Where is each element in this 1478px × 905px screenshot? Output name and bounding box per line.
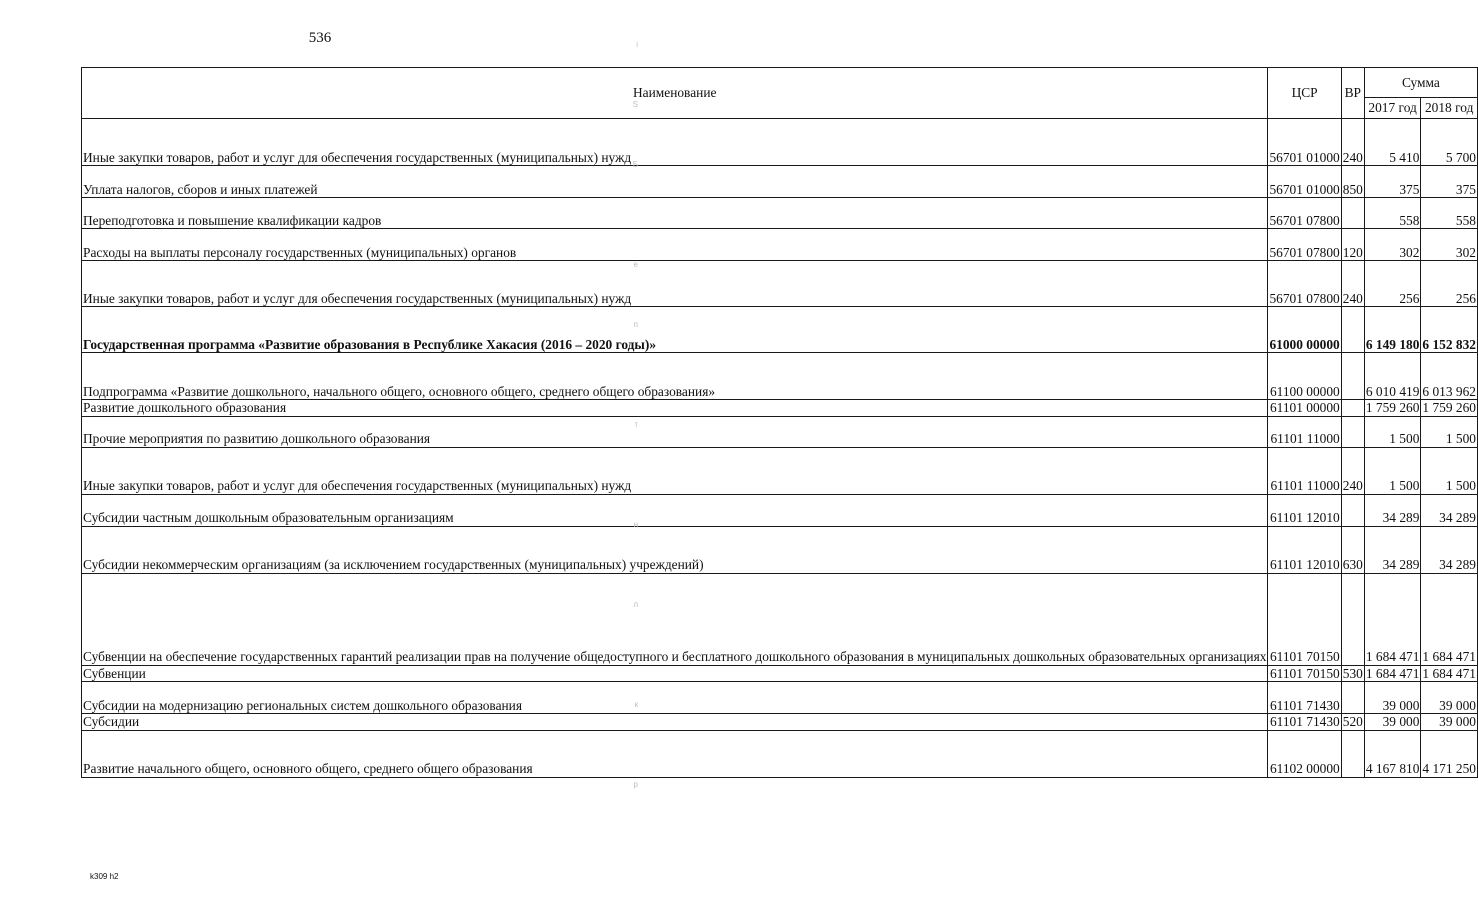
table-row (82, 307, 1478, 353)
header-name: Наименование (82, 68, 1268, 119)
row-sum-2018: 302 (1421, 229, 1478, 261)
row-name: Подпрограмма «Развитие дошкольного, начального общего, основного общего, среднего общего образования» (82, 353, 1268, 400)
row-vr: 630 (1341, 526, 1364, 573)
row-vr (1341, 307, 1364, 353)
row-name: Субсидии (82, 714, 1268, 731)
margin-mark: т (634, 420, 638, 429)
table-body (82, 119, 1478, 778)
row-sum-2017: 4 167 810 (1364, 730, 1421, 777)
row-csr: 61101 11000 (1268, 447, 1341, 494)
header-sum: Сумма (1364, 68, 1477, 98)
table-row (82, 229, 1478, 261)
row-sum-2018: 256 (1421, 261, 1478, 307)
row-csr: 56701 07800 (1268, 198, 1341, 229)
row-sum-2017: 1 500 (1364, 447, 1421, 494)
row-sum-2017: 1 684 471 (1365, 665, 1420, 681)
row-sum-2018: 1 684 471 (1422, 665, 1476, 681)
row-csr: 61101 71430 (1269, 714, 1340, 729)
row-sum-2017: 5 410 (1364, 119, 1421, 166)
row-sum-2017: 1 759 260 (1365, 400, 1420, 415)
row-sum-2018: 34 289 (1421, 526, 1478, 573)
row-sum-2018: 1 500 (1421, 416, 1478, 447)
row-vr (1341, 494, 1364, 526)
row-name: Субсидии некоммерческим организациям (за исключением государственных (муниципальных) учреждений) (82, 526, 1268, 573)
table-row (82, 119, 1478, 166)
row-sum-2018: 558 (1421, 198, 1478, 229)
row-name: Иные закупки товаров, работ и услуг для обеспечения государственных (муниципальных) нужд (82, 119, 1268, 166)
table-row (82, 198, 1478, 229)
row-sum-2017: 302 (1364, 229, 1421, 261)
row-name: Уплата налогов, сборов и иных платежей (82, 166, 1268, 198)
row-name: Прочие мероприятия по развитию дошкольного образования (82, 416, 1268, 447)
row-sum-2017: 558 (1364, 198, 1421, 229)
margin-mark: е (633, 260, 638, 269)
row-vr (1341, 682, 1364, 714)
table-row (82, 416, 1478, 447)
header-2018: 2018 год (1421, 98, 1478, 119)
row-sum-2018: 1 759 260 (1422, 400, 1476, 415)
row-sum-2018: 1 684 471 (1421, 573, 1478, 665)
row-vr: 850 (1341, 166, 1364, 198)
row-csr: 56701 01000 (1268, 119, 1341, 166)
row-vr: 240 (1341, 119, 1364, 166)
table-row (82, 682, 1478, 714)
margin-mark: i (636, 40, 638, 49)
row-sum-2018: 375 (1421, 166, 1478, 198)
table-row (82, 166, 1478, 198)
row-vr (1341, 400, 1364, 417)
row-csr: 61101 71430 (1268, 682, 1341, 714)
row-sum-2017: 6 149 180 (1364, 307, 1421, 353)
row-sum-2018: 39 000 (1421, 682, 1478, 714)
table-row (82, 730, 1478, 777)
row-vr (1341, 416, 1364, 447)
header-vr: ВР (1341, 68, 1364, 119)
table-row (82, 400, 1478, 417)
row-vr: 120 (1341, 229, 1364, 261)
row-name: Иные закупки товаров, работ и услуг для обеспечения государственных (муниципальных) нужд (82, 261, 1268, 307)
table-row (82, 261, 1478, 307)
header-2017: 2017 год (1364, 98, 1421, 119)
margin-mark: к (634, 700, 638, 709)
row-csr: 61000 00000 (1268, 307, 1341, 353)
row-sum-2018: 6 152 832 (1421, 307, 1478, 353)
row-csr: 56701 07800 (1268, 261, 1341, 307)
row-csr: 56701 01000 (1268, 166, 1341, 198)
row-csr: 61101 70150 (1268, 573, 1341, 665)
row-csr: 61101 12010 (1268, 526, 1341, 573)
row-sum-2017: 1 684 471 (1364, 573, 1421, 665)
row-name: Переподготовка и повышение квалификации кадров (82, 198, 1268, 229)
table-row (82, 353, 1478, 400)
row-sum-2018: 1 500 (1421, 447, 1478, 494)
row-name: Развитие начального общего, основного общего, среднего общего образования (82, 730, 1268, 777)
margin-mark: р (633, 780, 638, 789)
margin-mark: Б (632, 160, 638, 169)
row-sum-2018: 5 700 (1421, 119, 1478, 166)
row-sum-2018: 4 171 250 (1421, 730, 1478, 777)
row-vr (1341, 573, 1364, 665)
row-csr: 61101 00000 (1269, 400, 1340, 415)
row-csr: 56701 07800 (1268, 229, 1341, 261)
table-row (82, 494, 1478, 526)
row-name: Расходы на выплаты персоналу государственных (муниципальных) органов (82, 229, 1268, 261)
row-vr (1341, 198, 1364, 229)
row-sum-2017: 34 289 (1364, 526, 1421, 573)
row-vr: 240 (1341, 447, 1364, 494)
row-vr (1341, 353, 1364, 400)
row-csr: 61101 11000 (1268, 416, 1341, 447)
row-vr (1341, 730, 1364, 777)
margin-mark: н (633, 520, 638, 529)
row-sum-2017: 256 (1364, 261, 1421, 307)
row-name: Развитие дошкольного образования (82, 400, 1268, 417)
table-row (82, 665, 1478, 682)
row-name: Субсидии частным дошкольным образовательным организациям (82, 494, 1268, 526)
row-name: Субвенции (82, 665, 1268, 682)
row-sum-2018: 34 289 (1421, 494, 1478, 526)
row-name: Иные закупки товаров, работ и услуг для обеспечения государственных (муниципальных) нужд (82, 447, 1268, 494)
row-vr: 530 (1342, 665, 1363, 681)
row-sum-2017: 39 000 (1364, 714, 1421, 731)
row-sum-2017: 6 010 419 (1364, 353, 1421, 400)
footer-code: k309 h2 (90, 872, 119, 881)
margin-mark: п (633, 320, 638, 329)
row-csr: 61100 00000 (1268, 353, 1341, 400)
table-row (82, 573, 1478, 665)
row-name: Государственная программа «Развитие образования в Республике Хакасия (2016 – 2020 годы)» (82, 307, 1268, 353)
row-csr: 61101 12010 (1268, 494, 1341, 526)
table-row (82, 714, 1478, 731)
table-row (82, 526, 1478, 573)
row-csr: 61102 00000 (1268, 730, 1341, 777)
row-sum-2017: 34 289 (1364, 494, 1421, 526)
row-sum-2018: 39 000 (1421, 714, 1478, 731)
row-vr: 520 (1342, 714, 1363, 729)
margin-mark: л (633, 600, 638, 609)
header-csr: ЦСР (1268, 68, 1341, 119)
table-row (82, 447, 1478, 494)
row-name: Субвенции на обеспечение государственных гарантий реализации прав на получение общедоступного и бесплатного дошкольного образования в муниципальных дошкольных образовательных организациях (82, 573, 1268, 665)
row-csr: 61101 70150 (1269, 665, 1340, 681)
row-name: Субсидии на модернизацию региональных систем дошкольного образования (82, 682, 1268, 714)
row-sum-2017: 39 000 (1364, 682, 1421, 714)
budget-table (81, 67, 1478, 778)
row-sum-2018: 6 013 962 (1421, 353, 1478, 400)
page-number: 536 (308, 30, 332, 46)
row-sum-2017: 375 (1364, 166, 1421, 198)
row-sum-2017: 1 500 (1364, 416, 1421, 447)
margin-mark: S (632, 100, 638, 109)
row-vr: 240 (1341, 261, 1364, 307)
